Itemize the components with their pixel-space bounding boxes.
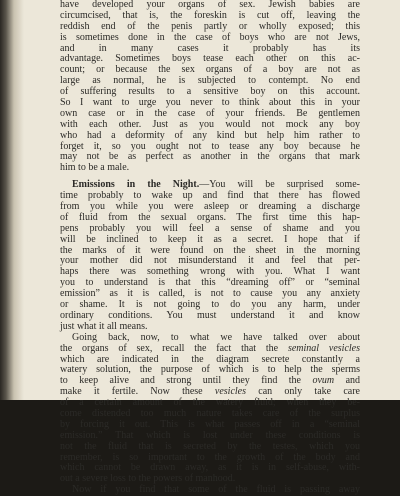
text-run: and [345, 375, 361, 387]
text-line: own case or in the case of your friends. Be gentlemen [60, 107, 360, 119]
text-line: just what it all means. [60, 320, 148, 332]
text-line: have developed your organs of sex. Jewish babies are [60, 0, 360, 10]
text-line: emission.” That which is lost under these conditions is [60, 429, 360, 441]
text-line: from you while you were asleep or dreaming a discharge [60, 201, 360, 213]
text-line: by forcing it out. This is what passes off in a “seminal [60, 418, 360, 430]
text-line: count; or because the sex organs of a boy are not as [60, 64, 360, 76]
text-run: the organs of sex, recall the fact that the [60, 342, 279, 354]
text-line: of suffering results to a sensitive boy on this account. [60, 86, 360, 98]
text-run: can only take care [258, 386, 360, 398]
text-line: large as normal, he is subjected to contempt. No end [60, 75, 360, 87]
paragraph-2 [60, 180, 360, 332]
text-line: not the fluid that is secreted by the testes, which you [60, 440, 360, 452]
paragraph-1 [60, 0, 360, 174]
text-line: out a severe loss to the powers of manhood. [60, 473, 236, 485]
text-line: Now if you find that some of the fluid is passing away [72, 484, 360, 496]
text-line: haps there was something wrong with you. What I want [60, 266, 360, 278]
text-line: watery solution, the purpose of which is to help the sperms [60, 364, 360, 376]
text-line: So I want to urge you never to think about this in your [60, 97, 360, 109]
text-line [60, 344, 360, 355]
text-line: with each other. Just as you would not mock any boy [60, 118, 360, 130]
text-line: or shame. It is not going to do you any harm, under [60, 299, 360, 311]
text-line: may not be as perfect as another in the organs that mark [60, 151, 360, 163]
text-line: you to understand is that this “dreaming off” or “seminal [60, 277, 360, 289]
text-line: pens probably you will feel a sense of shame and you [60, 222, 360, 234]
text-line: forget it, so you ought not to tease any boy because he [60, 140, 360, 152]
text-line: Going back, now, to what we have talked over about [72, 331, 360, 343]
paragraph-4 [60, 485, 360, 496]
text-line: and in many cases it probably has its [60, 42, 360, 54]
text-line: of a certain amount of the watery fluid; when they be- [60, 397, 360, 409]
text-line: will be inclined to keep it as a secret. I hope that if [60, 233, 360, 245]
text-line: advantage. Sometimes boys tease each other on this ac- [60, 53, 360, 65]
text-line: emission” as it is called, is not to cause you any anxiety [60, 288, 360, 300]
text-line: remember, is so important to the growth of the body and [60, 451, 360, 463]
text-line: is sometimes done in the case of boys who are not Jews, [60, 31, 360, 43]
emphasis-term: ovum [312, 375, 335, 387]
text-line: your mother did not misunderstand it and feel that per- [60, 255, 360, 267]
text-line: time probably to wake up and find that there has flowed [60, 190, 360, 202]
text-line: of fluid from the sexual organs. The first time this hap- [60, 211, 360, 223]
text-line: which cannot be drawn away, as it is in self-abuse, with- [60, 462, 360, 474]
text-line: the marks of it were found on the sheet in the morning [60, 244, 360, 256]
text-line: reddish end of the penis partly or wholly exposed; this [60, 20, 360, 32]
page-text [60, 0, 360, 496]
text-run: to keep alive and strong until they find the [60, 375, 301, 387]
text-run: make it fertile. Now these [60, 386, 203, 398]
paragraph-3 [60, 333, 360, 485]
section-heading: Emissions in the Night. [72, 179, 200, 191]
text-line: circumcised, that is, the foreskin is cut off, leaving the [60, 9, 360, 21]
page-gutter-shadow [0, 0, 24, 400]
text-run: —You will be surprised some- [199, 179, 360, 191]
text-line: him to be a male. [60, 162, 130, 174]
text-line: which are indicated in the diagram secrete constantly a [60, 353, 360, 365]
emphasis-term: seminal vesicles [287, 342, 361, 354]
text-line: who had a deformity of any kind but help him rather to [60, 129, 360, 141]
text-line: come distended too much nature takes care of the surplus [60, 407, 360, 419]
emphasis-term: vesicles [214, 386, 246, 398]
text-line: ordinary conditions. You must understand it and know [60, 309, 360, 321]
